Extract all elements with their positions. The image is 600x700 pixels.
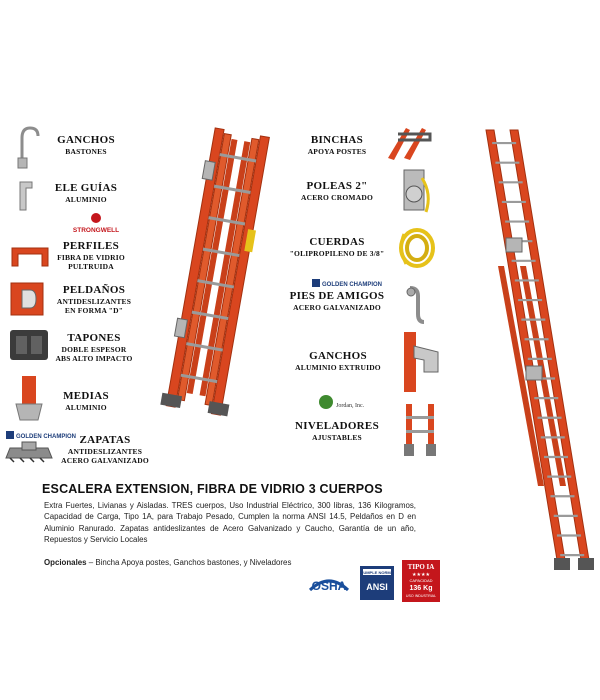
retracted-ladder-image [168,126,284,422]
fiberglass-profile-icon [10,244,50,270]
feature-poleas: POLEAS 2" ACERO CROMADO [301,180,373,203]
svg-text:★★★★: ★★★★ [412,572,430,578]
svg-text:Jordan, Inc.: Jordan, Inc. [336,403,365,409]
product-optionals [44,558,291,567]
tipo-ia-badge [402,560,440,602]
svg-text:CAPACIDAD: CAPACIDAD [409,578,433,583]
pulley-icon [396,168,436,216]
feature-ganchos-bastones: GANCHOS BASTONES [57,134,115,157]
ansi-badge [360,566,394,600]
optionals-label: Opcionales [44,558,87,567]
rung-lock-hook-icon [400,330,442,394]
osha-badge [304,570,354,596]
hook-cane-icon [12,124,42,170]
guide-bracket-icon [14,178,38,212]
svg-text:GOLDEN CHAMPION: GOLDEN CHAMPION [322,282,382,288]
svg-text:GOLDEN CHAMPION: GOLDEN CHAMPION [16,434,76,440]
golden-champion-logo-right [312,278,382,288]
strongwell-logo [66,212,126,234]
feature-medias: MEDIAS ALUMINIO [63,390,109,413]
jordan-logo [316,394,376,414]
ladder-shoe-icon [6,440,52,462]
svg-text:OSHA: OSHA [311,579,347,593]
pole-support-icon [384,122,434,162]
svg-text:CUMPLE NORMA: CUMPLE NORMA [360,570,394,575]
svg-text:STRONGWELL: STRONGWELL [72,227,120,234]
feature-binchas: BINCHAS APOYA POSTES [307,134,367,157]
feature-tapones: TAPONES DOBLE ESPESOR ABS ALTO IMPACTO [55,332,133,364]
leveler-icon [400,402,442,458]
rope-icon [396,224,438,270]
svg-text:136 Kg: 136 Kg [409,585,433,592]
product-description: Extra Fuertes, Livianas y Aisladas. TRES cuerpos, Uso Industrial Eléctrico, 300 libras, 136 Kilogramos, Capacidad de Carga, Tipo 1A, para Trabajo Pesado, Cumplen la norma ANSI 14.5, Peldaños en D en Aluminio Ranurado. Zapatas antideslizantes de Acero Galvanizado y Caucho, Garantía de un año, Repuestos y Servicio Locales [44,501,416,545]
svg-text:ANSI: ANSI [366,582,388,592]
feature-ganchos-aluminio: GANCHOS ALUMINIO EXTRUIDO [295,350,381,373]
brace-icon [402,284,432,326]
end-cap-icon [8,328,50,362]
feature-pies-de-amigos: PIES DE AMIGOS ACERO GALVANIZADO [289,290,385,313]
feature-zapatas: ZAPATAS ANTIDESLIZANTES ACERO GALVANIZADO [61,434,149,466]
feature-peldanos: PELDAÑOS ANTIDESLIZANTES EN FORMA "D" [56,284,132,316]
product-title: ESCALERA EXTENSION, FIBRA DE VIDRIO 3 CUERPOS [42,482,383,496]
feature-cuerdas: CUERDAS "OLIPROPILENO DE 3/8" [289,236,385,259]
feature-perfiles: PERFILES FIBRA DE VIDRIO PULTRUIDA [57,240,125,272]
d-rung-icon [10,282,44,316]
aluminum-sleeve-icon [12,374,46,422]
svg-text:TIPO IA: TIPO IA [407,563,435,571]
optionals-text: – Bincha Apoya postes, Ganchos bastones, y Niveladores [86,558,292,567]
feature-niveladores: NIVELADORES AJUSTABLES [295,420,379,443]
svg-text:USO INDUSTRIAL: USO INDUSTRIAL [405,594,437,598]
extended-ladder-image [478,126,598,572]
feature-ele-guias: ELE GUÍAS ALUMINIO [54,182,118,205]
